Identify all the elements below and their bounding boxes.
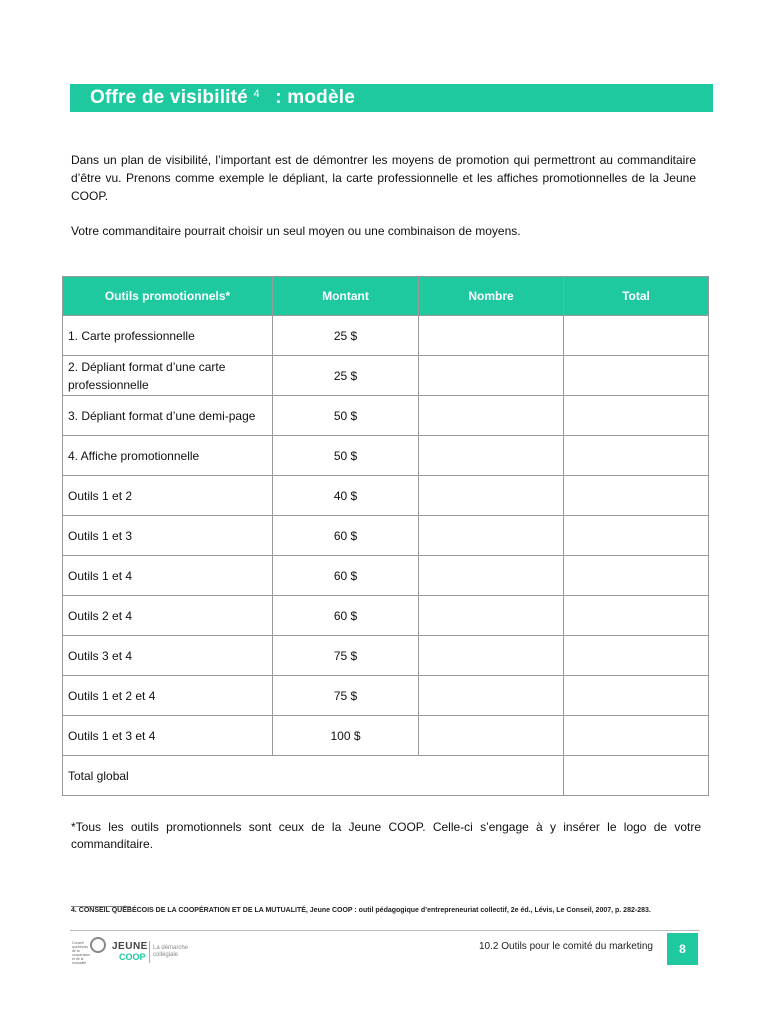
intro-paragraph: Dans un plan de visibilité, l’important est de démontrer les moyens de promotion qui permettront au commanditaire d’être vu. Prenons comme exemple le dépliant, la carte professionnelle et les affiches promotionnelles de la Jeune COOP. <box>71 153 696 203</box>
table-row <box>63 396 709 436</box>
number-cell[interactable] <box>419 516 564 556</box>
header-amount: Montant <box>273 277 419 316</box>
tool-name: 4. Affiche promotionnelle <box>63 436 273 476</box>
tool-amount: 100 $ <box>273 716 419 756</box>
total-cell[interactable] <box>564 556 709 596</box>
table-row <box>63 436 709 476</box>
total-cell[interactable] <box>564 596 709 636</box>
total-cell[interactable] <box>564 356 709 396</box>
jeune-coop-logo <box>72 937 202 967</box>
tool-amount: 75 $ <box>273 676 419 716</box>
tool-name: Outils 1 et 2 <box>63 476 273 516</box>
page-number: 8 <box>667 933 698 965</box>
total-cell[interactable] <box>564 716 709 756</box>
footnote-ref: 4 <box>253 88 260 100</box>
tool-name: Outils 1 et 2 et 4 <box>63 676 273 716</box>
tool-amount: 60 $ <box>273 556 419 596</box>
number-cell[interactable] <box>419 716 564 756</box>
total-row <box>63 756 709 796</box>
header-number: Nombre <box>419 277 564 316</box>
tool-name: Outils 3 et 4 <box>63 636 273 676</box>
total-cell[interactable] <box>564 636 709 676</box>
logo-coop-text: COOP <box>119 952 146 962</box>
table-header-row <box>63 277 709 316</box>
header-total: Total <box>564 277 709 316</box>
table-row <box>63 596 709 636</box>
tool-amount: 75 $ <box>273 636 419 676</box>
tool-amount: 25 $ <box>273 316 419 356</box>
tool-name: Outils 2 et 4 <box>63 596 273 636</box>
table-row <box>63 636 709 676</box>
logo-jeune-text: JEUNE <box>112 941 148 952</box>
tool-amount: 60 $ <box>273 596 419 636</box>
table-row <box>63 716 709 756</box>
footnote: 4. CONSEIL QUÉBÉCOIS DE LA COOPÉRATION ET DE LA MUTUALITÉ, Jeune COOP : outil pédagogique d’entrepreneuriat collectif, 2e éd., Lévis, Le Conseil, 2007, p. 282-283. <box>71 907 651 914</box>
tool-amount: 60 $ <box>273 516 419 556</box>
tool-amount: 40 $ <box>273 476 419 516</box>
page-title: Offre de visibilité $^4$ : modèle <box>90 87 355 108</box>
number-cell[interactable] <box>419 356 564 396</box>
tool-name: 2. Dépliant format d’une carte professionnelle <box>63 356 273 396</box>
total-cell[interactable] <box>564 476 709 516</box>
number-cell[interactable] <box>419 396 564 436</box>
tool-amount: 50 $ <box>273 396 419 436</box>
total-global-label: Total global <box>63 756 564 796</box>
total-cell[interactable] <box>564 436 709 476</box>
tool-amount: 50 $ <box>273 436 419 476</box>
number-cell[interactable] <box>419 676 564 716</box>
number-cell[interactable] <box>419 436 564 476</box>
number-cell[interactable] <box>419 476 564 516</box>
table-row <box>63 356 709 396</box>
table-row <box>63 476 709 516</box>
promo-tools-table <box>62 276 709 796</box>
tool-name: 3. Dépliant format d’une demi-page <box>63 396 273 436</box>
table-row <box>63 556 709 596</box>
tool-amount: 25 $ <box>273 356 419 396</box>
cqcm-logo-text: Conseil québécois de la coopération et de la mutualité <box>72 941 91 965</box>
tool-name: 1. Carte professionnelle <box>63 316 273 356</box>
number-cell[interactable] <box>419 556 564 596</box>
total-cell[interactable] <box>564 516 709 556</box>
logo-tagline: La démarche collégiale <box>153 945 189 958</box>
number-cell[interactable] <box>419 636 564 676</box>
table-note: *Tous les outils promotionnels sont ceux de la Jeune COOP. Celle-ci s’engage à y insérer le logo de votre commanditaire. <box>71 820 701 851</box>
total-cell[interactable] <box>564 316 709 356</box>
footer-section-title: 10.2 Outils pour le comité du marketing <box>479 941 653 952</box>
table-row <box>63 316 709 356</box>
total-cell[interactable] <box>564 676 709 716</box>
table-row <box>63 516 709 556</box>
footer-divider <box>70 930 700 931</box>
total-cell[interactable] <box>564 396 709 436</box>
tool-name: Outils 1 et 4 <box>63 556 273 596</box>
tool-name: Outils 1 et 3 et 4 <box>63 716 273 756</box>
cqcm-logo-icon <box>90 937 106 953</box>
tool-name: Outils 1 et 3 <box>63 516 273 556</box>
logo-divider <box>149 941 150 963</box>
page-title-bar <box>70 84 713 112</box>
number-cell[interactable] <box>419 316 564 356</box>
header-tools: Outils promotionnels* <box>63 277 273 316</box>
intro-paragraph-2: Votre commanditaire pourrait choisir un seul moyen ou une combinaison de moyens. <box>71 224 521 238</box>
total-global-cell[interactable] <box>564 756 709 796</box>
table-row <box>63 676 709 716</box>
number-cell[interactable] <box>419 596 564 636</box>
